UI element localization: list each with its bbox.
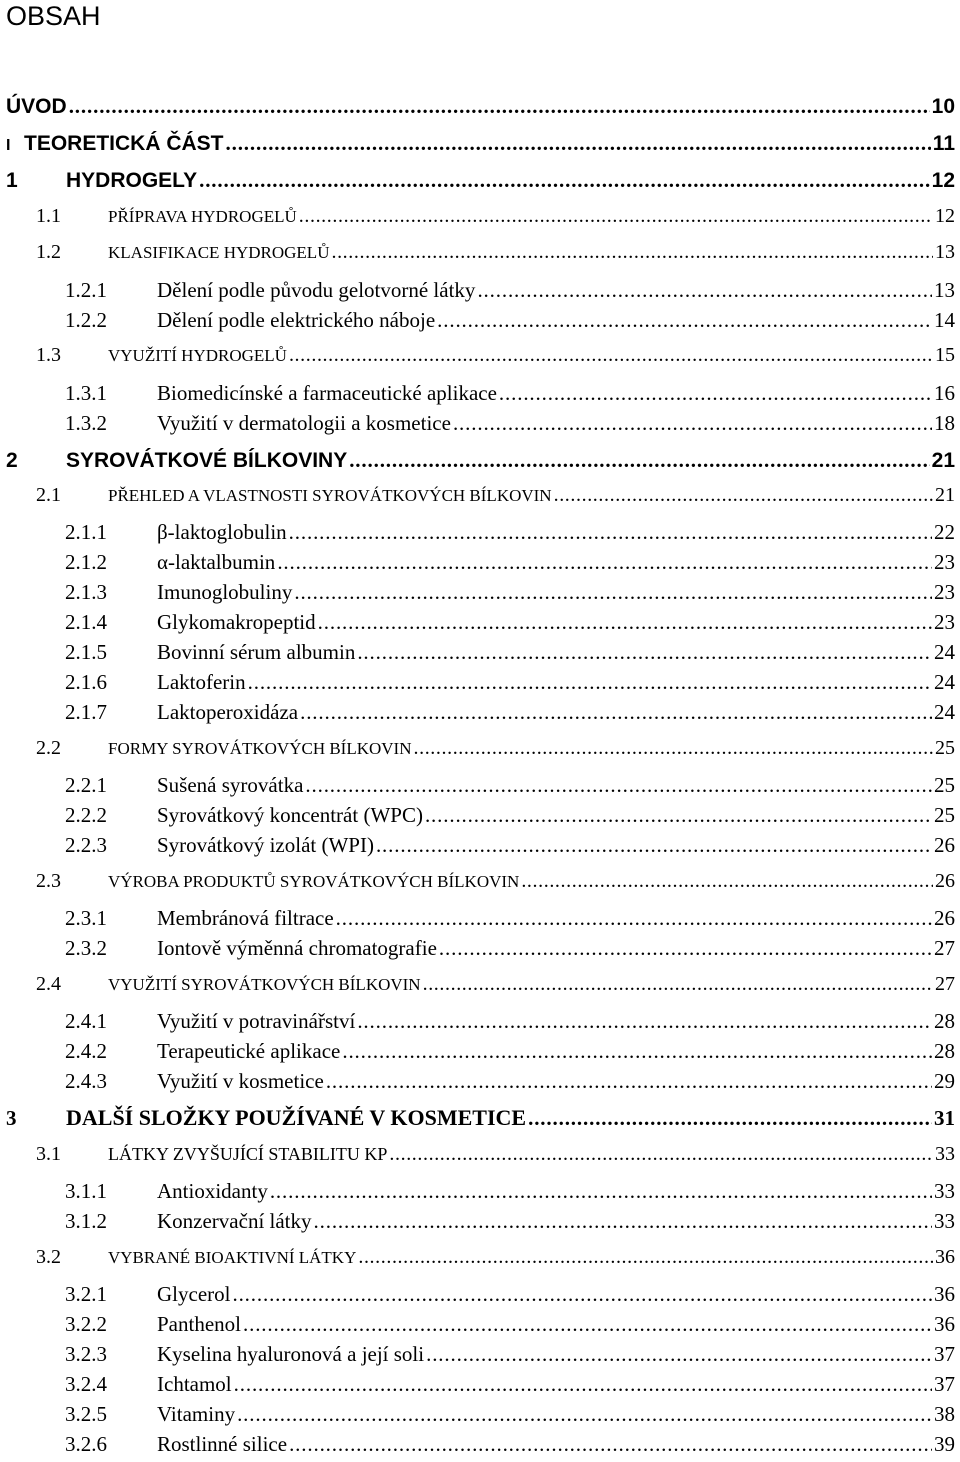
toc-entry-text: ÚVOD — [6, 95, 67, 118]
toc-entry-page: 33 — [934, 1209, 955, 1233]
toc-entry-number: 1.2 — [36, 241, 61, 263]
dot-leader — [294, 580, 932, 605]
toc-entry-page: 23 — [934, 610, 955, 634]
toc-entry-text: Využití v kosmetice — [157, 1069, 324, 1093]
toc-entry-subsection[interactable] — [0, 1009, 955, 1039]
toc-entry-text: Antioxidanty — [157, 1179, 268, 1203]
toc-entry-page: 11 — [932, 132, 955, 155]
toc-entry-number: 1.1 — [36, 205, 61, 227]
toc-entry-chapter-1[interactable] — [0, 168, 955, 198]
toc-entry-subsection[interactable] — [0, 1209, 955, 1239]
dot-leader — [243, 1312, 932, 1337]
toc-entry-number: 2.3.2 — [65, 936, 107, 960]
toc-entry-page: 23 — [934, 550, 955, 574]
toc-entry-page: 24 — [934, 670, 955, 694]
dot-leader — [305, 773, 932, 798]
toc-entry-number: 3.1 — [36, 1143, 61, 1165]
toc-entry-page: 25 — [935, 737, 955, 759]
toc-entry-number: 3.2 — [36, 1246, 61, 1268]
toc-entry-subsection[interactable] — [0, 1372, 955, 1402]
toc-entry-subsection[interactable] — [0, 936, 955, 966]
dot-leader — [357, 640, 932, 665]
toc-entry-subsection[interactable] — [0, 1402, 955, 1432]
toc-entry-page: 28 — [934, 1039, 955, 1063]
toc-entry-number: 2.4.1 — [65, 1009, 107, 1033]
toc-entry-number: 2.3 — [36, 870, 61, 892]
toc-entry-number: 3.2.4 — [65, 1372, 107, 1396]
dot-leader — [357, 1009, 932, 1034]
toc-entry-text: β-laktoglobulin — [157, 520, 287, 544]
dot-leader — [299, 205, 933, 228]
toc-entry-text: Terapeutické aplikace — [157, 1039, 341, 1063]
toc-entry-text: Imunoglobuliny — [157, 580, 293, 604]
toc-entry-text: Konzervační látky — [157, 1209, 312, 1233]
toc-entry-page: 13 — [934, 278, 955, 302]
toc-entry-number: 2.1.6 — [65, 670, 107, 694]
dot-leader — [439, 936, 932, 961]
toc-entry-number: 2.3.1 — [65, 906, 107, 930]
toc-entry-subsection[interactable] — [0, 411, 955, 441]
toc-entry-section[interactable] — [0, 205, 955, 235]
toc-entry-subsection[interactable] — [0, 580, 955, 610]
toc-entry-number: 2.1.3 — [65, 580, 107, 604]
toc-entry-subsection[interactable] — [0, 1069, 955, 1099]
toc-entry-number: 3.1.1 — [65, 1179, 107, 1203]
toc-entry-page: 26 — [935, 870, 955, 892]
toc-entry-text: HYDROGELY — [66, 169, 198, 192]
toc-entry-number: 2.1.7 — [65, 700, 107, 724]
toc-entry-uvod[interactable] — [0, 94, 955, 124]
toc-entry-number: 3.2.2 — [65, 1312, 107, 1336]
toc-entry-number: 1.3 — [36, 344, 61, 366]
toc-entry-text: Sušená syrovátka — [157, 773, 304, 797]
toc-entry-chapter-3[interactable] — [0, 1105, 955, 1135]
toc-entry-number: 3.1.2 — [65, 1209, 107, 1233]
toc-entry-number: 2.2.2 — [65, 803, 107, 827]
toc-entry-page: 26 — [934, 906, 955, 930]
toc-entry-number: 2.2.3 — [65, 833, 107, 857]
toc-entry-text: Panthenol — [157, 1312, 241, 1336]
toc-entry-page: 21 — [935, 484, 955, 506]
dot-leader — [425, 803, 932, 828]
dot-leader — [69, 94, 930, 119]
dot-leader — [314, 1209, 932, 1234]
dot-leader — [248, 670, 932, 695]
dot-leader — [289, 344, 933, 367]
toc-entry-page: 37 — [934, 1372, 955, 1396]
toc-entry-page: 25 — [934, 803, 955, 827]
dot-leader — [426, 1342, 932, 1367]
toc-entry-number: 2.4.3 — [65, 1069, 107, 1093]
toc-entry-page: 27 — [934, 936, 955, 960]
toc-entry-subsection[interactable] — [0, 773, 955, 803]
toc-entry-subsection[interactable] — [0, 610, 955, 640]
dot-leader — [270, 1179, 932, 1204]
toc-entry-number: 3 — [6, 1106, 17, 1130]
toc-entry-page: 25 — [934, 773, 955, 797]
toc-entry-number: 2.1.4 — [65, 610, 107, 634]
toc-entry-text: PŘEHLED A VLASTNOSTI SYROVÁTKOVÝCH BÍLKOVIN — [108, 486, 552, 505]
toc-entry-page: 13 — [935, 241, 955, 263]
toc-entry-text: VYUŽITÍ SYROVÁTKOVÝCH BÍLKOVIN — [108, 975, 421, 994]
toc-entry-text: SYROVÁTKOVÉ BÍLKOVINY — [66, 449, 348, 472]
toc-entry-text: VYUŽITÍ HYDROGELŮ — [108, 346, 287, 365]
toc-entry-number: 2 — [6, 449, 18, 472]
toc-entry-number: 2.1.2 — [65, 550, 107, 574]
toc-entry-text: Membránová filtrace — [157, 906, 334, 930]
dot-leader — [521, 870, 933, 893]
toc-entry-subsection[interactable] — [0, 308, 955, 338]
dot-leader — [237, 1402, 932, 1427]
dot-leader — [358, 1246, 933, 1269]
dot-leader — [423, 973, 933, 996]
toc-entry-subsection[interactable] — [0, 833, 955, 863]
toc-entry-page: 37 — [934, 1342, 955, 1366]
dot-leader — [477, 278, 932, 303]
toc-entry-number: 1.3.1 — [65, 381, 107, 405]
toc-entry-page: 36 — [935, 1246, 955, 1268]
toc-entry-text: Bovinní sérum albumin — [157, 640, 356, 664]
toc-entry-page: 24 — [934, 640, 955, 664]
toc-entry-page: 33 — [935, 1143, 955, 1165]
toc-entry-page: 23 — [934, 580, 955, 604]
toc-entry-text: Iontově výměnná chromatografie — [157, 936, 437, 960]
toc-entry-part-1[interactable] — [0, 131, 955, 161]
toc-entry-number: 3.2.5 — [65, 1402, 107, 1426]
toc-entry-section[interactable] — [0, 737, 955, 767]
toc-entry-subsection[interactable] — [0, 278, 955, 308]
toc-entry-page: 29 — [934, 1069, 955, 1093]
dot-leader — [554, 484, 933, 507]
dot-leader — [226, 131, 931, 156]
dot-leader — [326, 1069, 932, 1094]
toc-entry-page: 39 — [934, 1432, 955, 1456]
toc-entry-number: 1 — [6, 169, 18, 192]
toc-entry-text: Využití v dermatologii a kosmetice — [157, 411, 451, 435]
dot-leader — [300, 700, 932, 725]
dot-leader — [289, 1432, 932, 1457]
toc-entry-section[interactable] — [0, 344, 955, 374]
toc-entry-chapter-2[interactable] — [0, 448, 955, 478]
dot-leader — [389, 1143, 933, 1166]
toc-entry-text: Syrovátkový izolát (WPI) — [157, 833, 374, 857]
toc-entry-text: Dělení podle elektrického náboje — [157, 308, 436, 332]
toc-entry-subsection[interactable] — [0, 550, 955, 580]
toc-entry-text: VÝROBA PRODUKTŮ SYROVÁTKOVÝCH BÍLKOVIN — [108, 872, 520, 891]
toc-entry-page: 24 — [934, 700, 955, 724]
toc-entry-section[interactable] — [0, 973, 955, 1003]
toc-entry-page: 28 — [934, 1009, 955, 1033]
toc-entry-subsection[interactable] — [0, 381, 955, 411]
dot-leader — [277, 550, 932, 575]
page-title: OBSAH — [6, 1, 101, 31]
dot-leader — [232, 1282, 932, 1307]
toc-entry-page: 21 — [931, 449, 955, 472]
toc-entry-page: 18 — [934, 411, 955, 435]
toc-entry-text: DALŠÍ SLOŽKY POUŽÍVANÉ V KOSMETICE — [66, 1105, 527, 1130]
toc-entry-subsection[interactable] — [0, 640, 955, 670]
dot-leader — [234, 1372, 932, 1397]
toc-entry-section[interactable] — [0, 870, 955, 900]
toc-entry-text: Dělení podle původu gelotvorné látky — [157, 278, 476, 302]
toc-entry-text: PŘÍPRAVA HYDROGELŮ — [108, 207, 297, 226]
toc-entry-page: 15 — [935, 344, 955, 366]
toc-entry-page: 36 — [934, 1312, 955, 1336]
toc-entry-number: 2.1.5 — [65, 640, 107, 664]
toc-entry-number: 2.4 — [36, 973, 61, 995]
dot-leader — [331, 241, 933, 264]
toc-entry-subsection[interactable] — [0, 520, 955, 550]
toc-entry-section[interactable] — [0, 1143, 955, 1173]
toc-entry-subsection[interactable] — [0, 1282, 955, 1312]
toc-entry-text: Vitaminy — [157, 1402, 236, 1426]
dot-leader — [376, 833, 932, 858]
toc-entry-text: Využití v potravinářství — [157, 1009, 356, 1033]
toc-entry-text: Glycerol — [157, 1282, 231, 1306]
toc-entry-number: 1.2.2 — [65, 308, 107, 332]
toc-entry-subsection[interactable] — [0, 1432, 955, 1462]
toc-entry-page: 26 — [934, 833, 955, 857]
toc-entry-text: KLASIFIKACE HYDROGELŮ — [108, 243, 330, 262]
toc-entry-subsection[interactable] — [0, 906, 955, 936]
toc-entry-subsection[interactable] — [0, 700, 955, 730]
toc-entry-page: 33 — [934, 1179, 955, 1203]
toc-entry-page: 14 — [934, 308, 955, 332]
toc-entry-subsection[interactable] — [0, 1179, 955, 1209]
dot-leader — [199, 168, 930, 193]
toc-entry-number: 2.1 — [36, 484, 61, 506]
dot-leader — [349, 448, 929, 473]
dot-leader — [414, 737, 934, 760]
toc-entry-subsection[interactable] — [0, 670, 955, 700]
toc-entry-page: 16 — [934, 381, 955, 405]
dot-leader — [528, 1106, 932, 1131]
dot-leader — [289, 520, 932, 545]
toc-entry-number: 2.2.1 — [65, 773, 107, 797]
toc-entry-text: LÁTKY ZVYŠUJÍCÍ STABILITU KP — [108, 1144, 388, 1164]
toc-entry-text: TEORETICKÁ ČÁST — [24, 132, 224, 155]
toc-entry-section[interactable] — [0, 484, 955, 514]
toc-entry-page: 12 — [935, 205, 955, 227]
toc-entry-text: α-laktalbumin — [157, 550, 276, 574]
dot-leader — [318, 610, 932, 635]
toc-entry-number: 3.2.6 — [65, 1432, 107, 1456]
toc-entry-subsection[interactable] — [0, 1312, 955, 1342]
toc-entry-text: Syrovátkový koncentrát (WPC) — [157, 803, 423, 827]
toc-entry-number: 2.2 — [36, 737, 61, 759]
toc-entry-section[interactable] — [0, 1246, 955, 1276]
toc-entry-text: FORMY SYROVÁTKOVÝCH BÍLKOVIN — [108, 739, 412, 758]
toc-entry-text: Laktoperoxidáza — [157, 700, 299, 724]
toc-entry-text: Kyselina hyaluronová a její soli — [157, 1342, 425, 1366]
toc-entry-number: 3.2.1 — [65, 1282, 107, 1306]
toc-entry-text: Ichtamol — [157, 1372, 232, 1396]
toc-entry-text: Glykomakropeptid — [157, 610, 316, 634]
toc-entry-text: Biomedicínské a farmaceutické aplikace — [157, 381, 497, 405]
toc-entry-text: Laktoferin — [157, 670, 246, 694]
toc-entry-page: 31 — [934, 1106, 955, 1130]
toc-entry-page: 12 — [931, 169, 955, 192]
dot-leader — [342, 1039, 932, 1064]
toc-entry-number: 3.2.3 — [65, 1342, 107, 1366]
toc-entry-section[interactable] — [0, 241, 955, 271]
toc-entry-page: 36 — [934, 1282, 955, 1306]
toc-entry-page: 38 — [934, 1402, 955, 1426]
dot-leader — [453, 411, 932, 436]
toc-entry-number: I — [6, 137, 11, 154]
toc-entry-number: 1.2.1 — [65, 278, 107, 302]
toc-entry-text: VYBRANÉ BIOAKTIVNÍ LÁTKY — [108, 1248, 357, 1267]
dot-leader — [499, 381, 932, 406]
toc-entry-page: 10 — [931, 95, 955, 118]
dot-leader — [437, 308, 932, 333]
toc-entry-number: 2.1.1 — [65, 520, 107, 544]
toc-entry-subsection[interactable] — [0, 803, 955, 833]
dot-leader — [336, 906, 932, 931]
toc-entry-subsection[interactable] — [0, 1342, 955, 1372]
toc-entry-number: 1.3.2 — [65, 411, 107, 435]
toc-entry-subsection[interactable] — [0, 1039, 955, 1069]
toc-entry-page: 22 — [934, 520, 955, 544]
toc-entry-number: 2.4.2 — [65, 1039, 107, 1063]
toc-entry-page: 27 — [935, 973, 955, 995]
toc-entry-text: Rostlinné silice — [157, 1432, 288, 1456]
